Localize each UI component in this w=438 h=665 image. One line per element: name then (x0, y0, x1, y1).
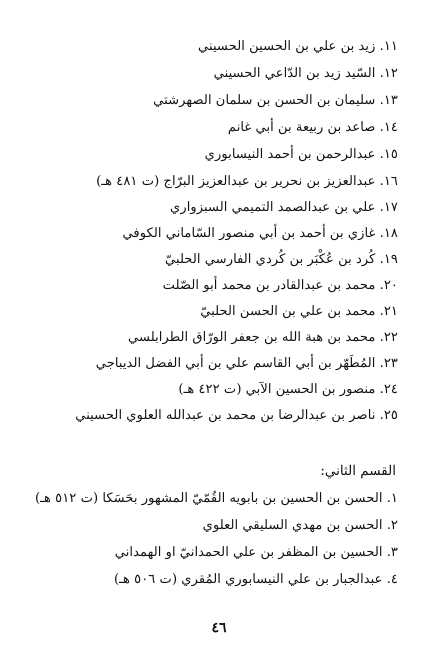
entry-13: ١٣. سليمان بن الحسن بن سلمان الصهرشتي (153, 93, 398, 108)
page-number: ٤٦ (211, 620, 227, 636)
entry-22: ٢٢. محمد بن هبة الله بن جعفر الورّاق الطرابلسي (127, 330, 398, 345)
entry-19: ١٩. كُرد بن عُكْبَر بن كُردي الفارسي الحلبيّ (164, 252, 398, 267)
entry-24: ٢٤. منصور بن الحسين الآبي (ت ٤٢٢ هـ) (178, 382, 398, 397)
entry-part2-2: ٢. الحسن بن مهدي السليقي العلوي (202, 518, 398, 533)
entry-part2-4: ٤. عبدالجبار بن علي النيسابوري المُقري (ت ٥٠٦ هـ) (113, 572, 398, 587)
entry-16: ١٦. عبدالعزيز بن نحرير بن عبدالعزيز البرّاج (ت ٤٨١ هـ) (96, 174, 398, 189)
entry-15: ١٥. عبدالرحمن بن أحمد النيسابوري (204, 147, 398, 162)
entry-part2-1: ١. الحسن بن الحسين بن بابويه القُمّيّ المشهور بحَسَكا (ت ٥١٢ هـ) (34, 491, 398, 506)
entry-20: ٢٠. محمد بن عبدالقادر بن محمد أبو الصّلت (162, 278, 398, 293)
entry-14: ١٤. صاعد بن ربيعة بن أبي غانم (227, 120, 398, 135)
entry-21: ٢١. محمد بن علي بن الحسن الحلبيّ (200, 304, 398, 319)
entry-17: ١٧. علي بن عبدالصمد التميمي السبزواري (170, 200, 398, 215)
entry-23: ٢٣. المُطَهّر بن أبي القاسم علي بن أبي الفضل الديباجي (95, 356, 398, 371)
entry-11: ١١. زيد بن علي بن الحسين الحسيني (197, 39, 398, 54)
section-heading: القسم الثاني: (320, 463, 396, 479)
entry-18: ١٨. غازي بن أحمد بن أبي منصور السّاماني الكوفي (122, 226, 398, 241)
entry-part2-3: ٣. الحسين بن المظفر بن علي الحمدانيّ او الهمداني (114, 545, 398, 560)
entry-12: ١٢. السّيد زيد بن الدّاعي الحسيني (213, 66, 398, 81)
entry-25: ٢٥. ناصر بن عبدالرضا بن محمد بن عبدالله العلوي الحسيني (75, 408, 398, 423)
